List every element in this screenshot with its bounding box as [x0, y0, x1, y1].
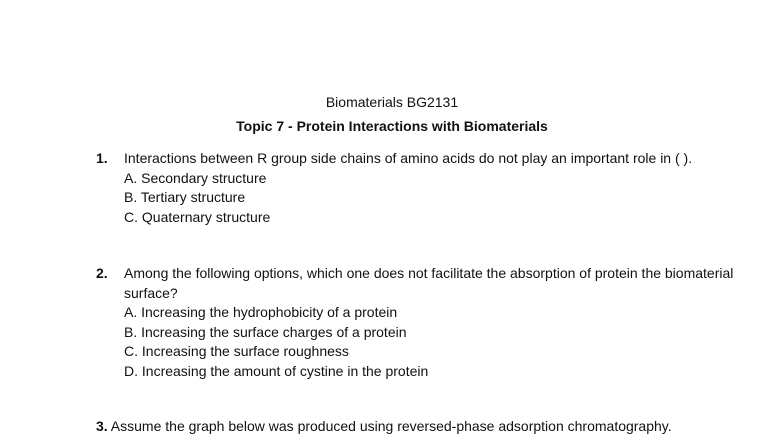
option-b: B. Increasing the surface charges of a protein	[124, 323, 407, 340]
topic-title: Topic 7 - Protein Interactions with Biomaterials	[236, 118, 548, 134]
question-text: Assume the graph below was produced using reversed-phase adsorption chromatography.	[107, 418, 672, 434]
course-title: Biomaterials BG2131	[325, 94, 459, 110]
question-3	[96, 417, 756, 437]
question-number: 2.	[96, 265, 108, 281]
question-2	[96, 264, 736, 381]
option-a: A. Increasing the hydrophobicity of a protein	[124, 304, 398, 320]
option-d: D. Increasing the amount of cystine in the protein	[124, 362, 429, 379]
question-1	[96, 149, 736, 227]
question-number: 1.	[96, 150, 108, 166]
question-text: Among the following options, which one does not facilitate the absorption of protein the biomaterial surface?	[124, 265, 734, 301]
option-b: B. Tertiary structure	[124, 189, 246, 205]
question-text: Interactions between R group side chains of amino acids do not play an important role in ( ).	[124, 150, 693, 166]
question-number: 3.	[96, 418, 108, 434]
option-a: A. Secondary structure	[124, 169, 267, 186]
option-c: C. Quaternary structure	[124, 208, 271, 225]
option-c: C. Increasing the surface roughness	[124, 343, 349, 359]
